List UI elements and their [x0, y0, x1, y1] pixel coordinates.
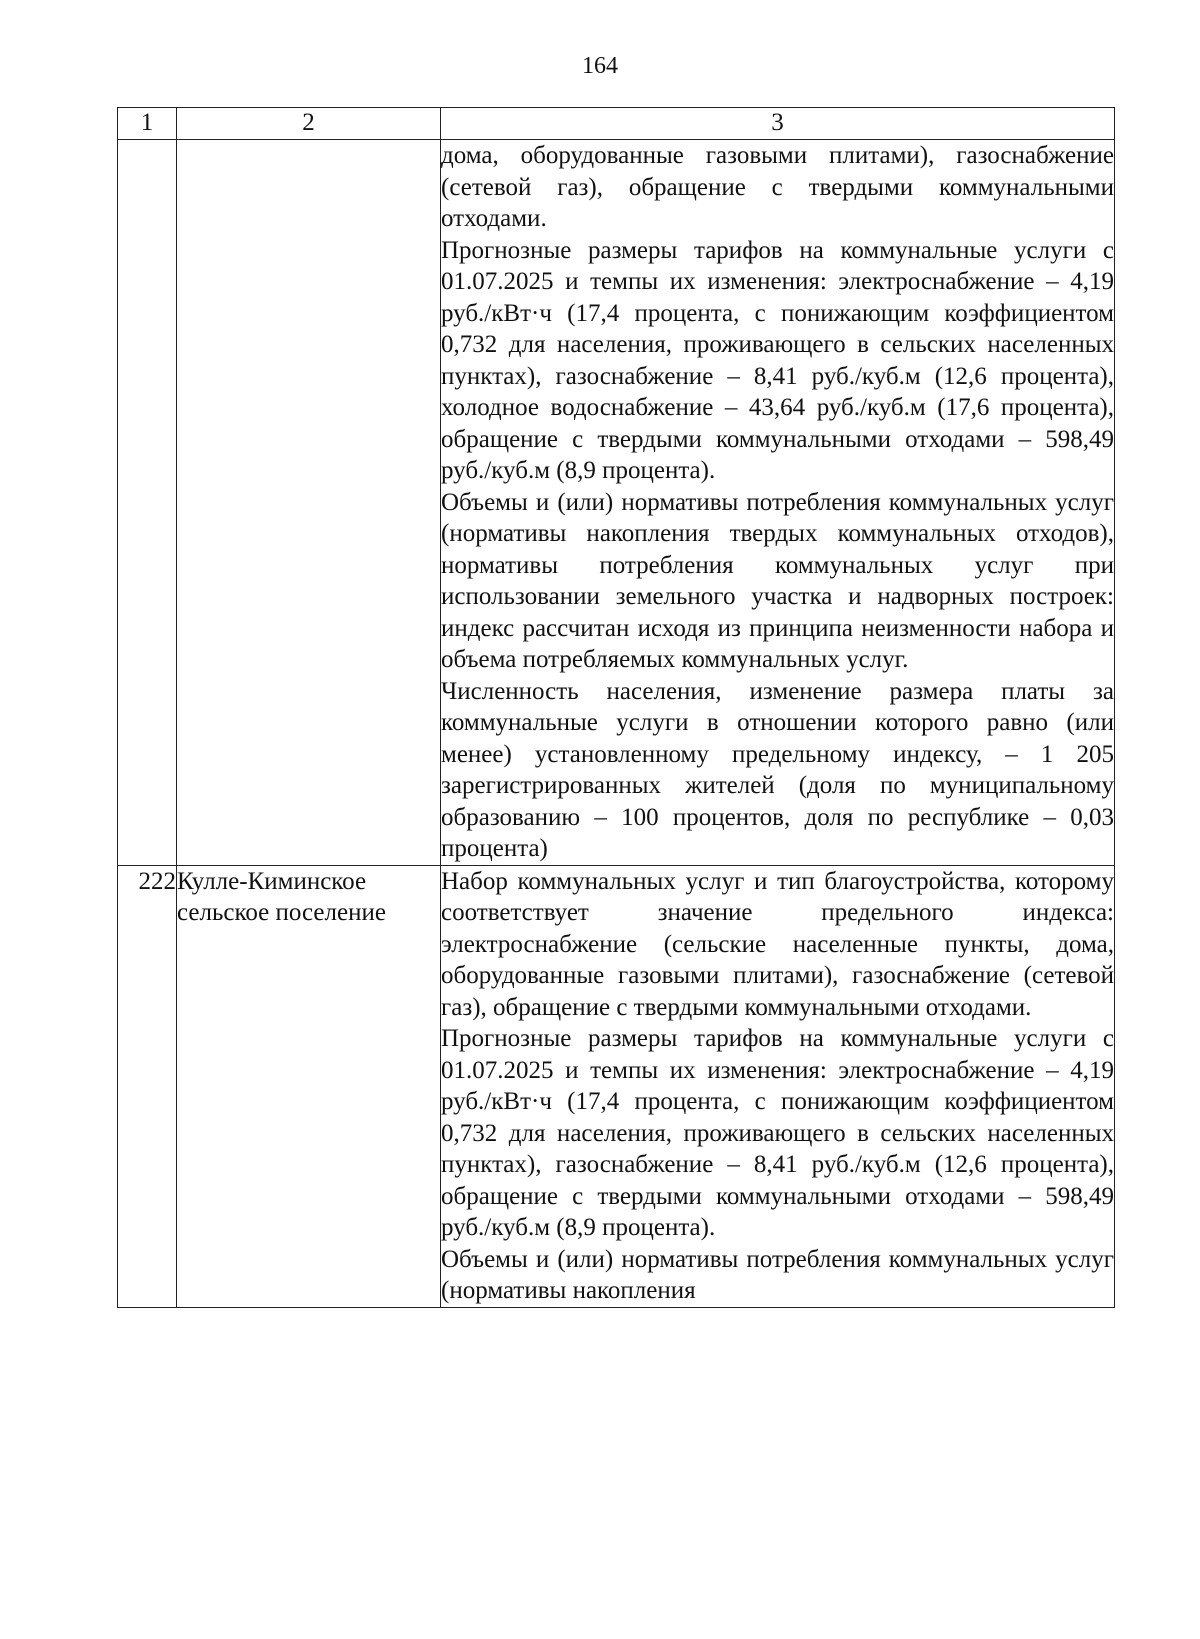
description-paragraph: Объемы и (или) нормативы потребления коммунальных услуг (нормативы накопления твердых коммунальных отходов), нормативы потребления коммунальных услуг при использовании земельного участка и надворных построек: индекс рассчитан исходя из принципа неизменности набора и объема потребляемых коммунальных услуг.: [441, 488, 1114, 673]
table-row: [118, 865, 1115, 1307]
row-number: [118, 140, 177, 866]
municipality-name: [177, 140, 441, 866]
description-paragraph: Объемы и (или) нормативы потребления коммунальных услуг (нормативы накопления: [441, 1245, 1114, 1304]
description-paragraph: Набор коммунальных услуг и тип благоустройства, которому соответствует значение предельного индекса: электроснабжение (сельские населенные пункты, дома, оборудованные газовыми плитами), газоснабжение (сетевой газ), обращение с твердыми коммунальными отходами.: [441, 867, 1114, 1021]
page-number: 164: [582, 53, 618, 79]
column-header-3: 3: [441, 108, 1115, 140]
tariff-table: [117, 107, 1115, 1308]
column-header-2: 2: [177, 108, 441, 140]
row-description: [441, 865, 1115, 1307]
table-row: [118, 140, 1115, 866]
column-header-1: 1: [118, 108, 177, 140]
table-header-row: [118, 108, 1115, 140]
row-number: 222: [118, 865, 177, 1307]
row-description: [441, 140, 1115, 866]
description-paragraph: Прогнозные размеры тарифов на коммунальные услуги с 01.07.2025 и темпы их изменения: электроснабжение – 4,19 руб./кВт·ч (17,4 процента, с понижающим коэффициентом 0,732 для населения, проживающего в сельских населенных пунктах), газоснабжение – 8,41 руб./куб.м (12,6 процента), холодное водоснабжение – 43,64 руб./куб.м (17,6 процента), обращение с твердыми коммунальными отходами – 598,49 руб./куб.м (8,9 процента).: [441, 236, 1114, 484]
description-paragraph: дома, оборудованные газовыми плитами), газоснабжение (сетевой газ), обращение с твердыми коммунальными отходами.: [441, 142, 1114, 232]
description-paragraph: Прогнозные размеры тарифов на коммунальные услуги с 01.07.2025 и темпы их изменения: электроснабжение – 4,19 руб./кВт·ч (17,4 процента, с понижающим коэффициентом 0,732 для населения, проживающего в сельских населенных пунктах), газоснабжение – 8,41 руб./куб.м (12,6 процента), обращение с твердыми коммунальными отходами – 598,49 руб./куб.м (8,9 процента).: [441, 1025, 1114, 1241]
description-paragraph: Численность населения, изменение размера платы за коммунальные услуги в отношении которого равно (или менее) установленному предельному индексу, – 1 205 зарегистрированных жителей (доля по муниципальному образованию – 100 процентов, доля по республике – 0,03 процента): [441, 677, 1114, 862]
municipality-name: Кулле-Киминское сельское поселение: [177, 865, 441, 1307]
